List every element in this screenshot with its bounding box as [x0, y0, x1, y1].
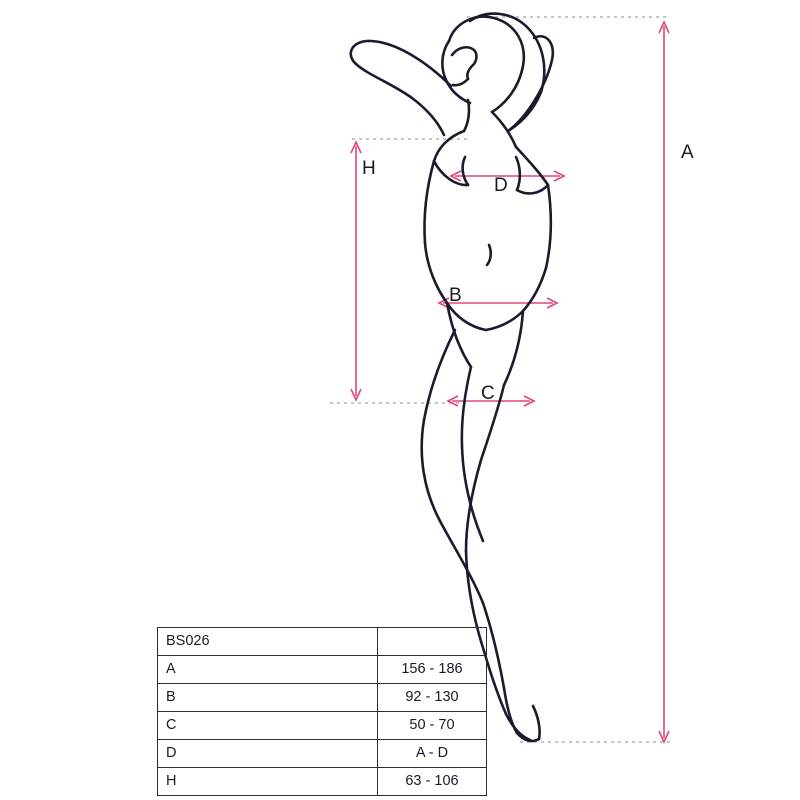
table-cell-value: A - D	[377, 740, 486, 768]
table-cell-label: H	[158, 768, 378, 796]
table-cell-value: 92 - 130	[377, 684, 486, 712]
table-cell-value: 156 - 186	[377, 656, 486, 684]
size-table	[157, 627, 487, 796]
table-cell-label: D	[158, 740, 378, 768]
table-cell-value: 63 - 106	[377, 768, 486, 796]
table-row	[158, 684, 487, 712]
table-row	[158, 628, 487, 656]
table-row	[158, 712, 487, 740]
table-row	[158, 740, 487, 768]
table-cell-label: C	[158, 712, 378, 740]
table-cell-value: 50 - 70	[377, 712, 486, 740]
measure-label-d: D	[494, 175, 508, 196]
table-cell-label: BS026	[158, 628, 378, 656]
measure-label-a: A	[681, 142, 694, 163]
measure-label-h: H	[362, 158, 376, 179]
measure-label-c: C	[481, 383, 495, 404]
measure-label-b: B	[449, 285, 462, 306]
table-cell-label: A	[158, 656, 378, 684]
table-row	[158, 768, 487, 796]
table-cell-label: B	[158, 684, 378, 712]
table-row	[158, 656, 487, 684]
table-cell-value	[377, 628, 486, 656]
